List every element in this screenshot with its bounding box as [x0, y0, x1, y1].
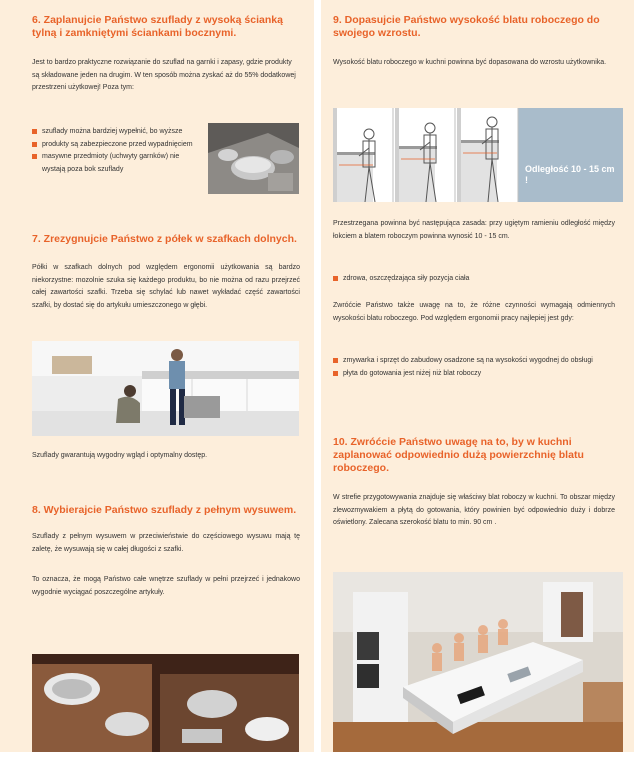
section-9-title: 9. Dopasujcie Państwo wysokość blatu roboczego do swojego wzrostu. — [333, 14, 600, 39]
section-9-bullets — [333, 355, 615, 380]
section-10-title: 10. Zwróćcie Państwo uwagę na to, by w kuchni zaplanować odpowiednio dużą powierzchnię blatu roboczego. — [333, 436, 584, 474]
full-extension-drawer-photo — [32, 654, 299, 752]
section-7-body: Półki w szafkach dolnych pod względem ergonomii użytkowania są bardzo niekorzystne: mozolnie szuka się każdego produktu, bo nie można od razu przejrzeć całej zawartości szafki. Trzeba się schylać lub nawet wykładać część zawartości szafki, by dostać się do artykułu umieszczonego w głębi. — [32, 264, 300, 309]
section-7-title: 7. Zrezygnujcie Państwo z półek w szafkach dolnych. — [32, 233, 297, 245]
section-8-body-2: To oznacza, że mogą Państwo całe wnętrze szuflady w pełni przejrzeć i jednakowo wygodnie wyciągać poszczególne artykuły. — [32, 576, 300, 596]
section-8-body-1: Szuflady z pełnym wysuwem w przeciwieństwie do częściowego wysuwu mają tę zaletę, że wysuwają się w całej długości z szafki. — [32, 533, 300, 553]
kitchen-drawers-photo — [32, 341, 299, 436]
section-6-bullets — [32, 126, 197, 176]
list-item: płyta do gotowania jest niżej niż blat roboczy — [333, 368, 615, 381]
list-item: szuflady można bardziej wypełnić, bo wyższe — [32, 126, 197, 139]
distance-label: Odległość 10 - 15 cm ! — [525, 164, 615, 185]
section-9-attention: Zwróćcie Państwo także uwagę na to, że różne czynności wymagają odmiennych wysokości blatu roboczego. Pod względem ergonomii pracy najlepiej jest gdy: — [333, 302, 615, 322]
section-9-health-bullet — [333, 273, 615, 286]
kitchen-island-photo — [333, 572, 623, 752]
list-item: masywne przedmioty (uchwyty garnków) nie wystają poza bok szuflady — [32, 151, 197, 176]
section-9-body: Wysokość blatu roboczego w kuchni powinna być dopasowana do wzrostu użytkownika. — [333, 59, 607, 66]
section-8-title: 8. Wybierajcie Państwo szuflady z pełnym wysuwem. — [32, 504, 297, 516]
worktop-height-diagram — [333, 108, 623, 202]
drawer-pots-photo — [208, 123, 299, 194]
left-column — [0, 0, 314, 752]
right-column — [321, 0, 634, 752]
section-6-body: Jest to bardzo praktyczne rozwiązanie do szuflad na garnki i zapasy, gdzie produkty są składowane jeden na drugim. W ten sposób można zyskać aż do 55% dodatkowej przestrzeni użytkowej! Poza tym: — [32, 59, 296, 91]
list-item: zdrowa, oszczędzająca siły pozycja ciała — [333, 273, 615, 286]
section-10-body: W strefie przygotowywania znajduje się właściwy blat roboczy w kuchni. To obszar między zlewozmywakiem a płytą do gotowania, który powinien być odpowiednio duży i dobrze oświetlony. Zalecana szerokość blatu to min. 90 cm . — [333, 494, 615, 526]
section-9-rule: Przestrzegana powinna być następująca zasada: przy ugiętym ramieniu odległość między łokciem a blatem roboczym powinna wynosić 10 - 15 cm. — [333, 220, 615, 240]
section-6-title: 6. Zaplanujcie Państwo szuflady z wysoką ścianką tylną i zamkniętymi ściankami bocznymi. — [32, 14, 283, 39]
list-item: zmywarka i sprzęt do zabudowy osadzone są na wysokości wygodnej do obsługi — [333, 355, 615, 368]
section-7-caption: Szuflady gwarantują wygodny wgląd i optymalny dostęp. — [32, 452, 208, 459]
list-item: produkty są zabezpieczone przed wypadnięciem — [32, 139, 197, 152]
